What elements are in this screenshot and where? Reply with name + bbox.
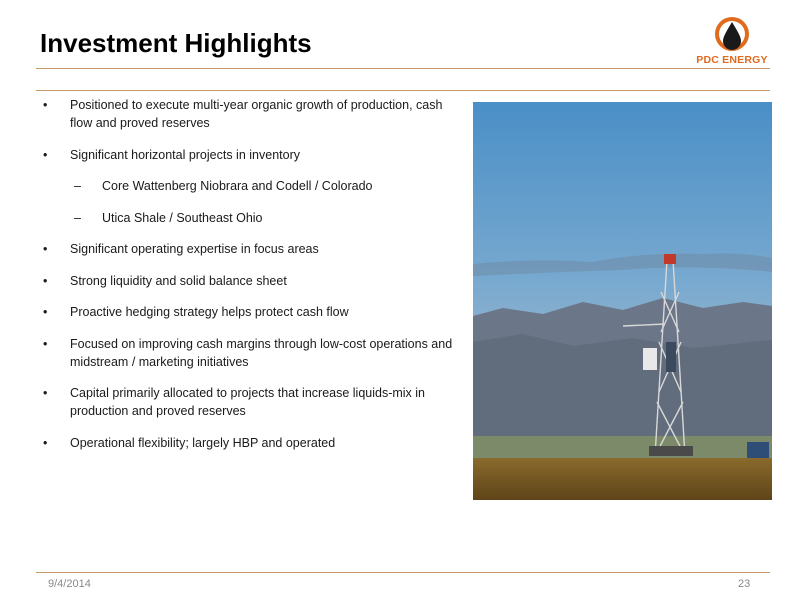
bullet-item xyxy=(40,146,458,164)
bullet-item xyxy=(40,240,458,258)
bullet-marker: • xyxy=(43,435,48,450)
bullet-item xyxy=(40,335,458,371)
logo-wordmark: PDC ENERGY xyxy=(696,54,768,66)
bullet-text: Significant horizontal projects in inventory xyxy=(70,147,300,162)
bullet-marker: • xyxy=(43,305,48,319)
bullet-text: Focused on improving cash margins through low-cost operations and midstream / marketing initiatives xyxy=(70,336,453,369)
page-number: 23 xyxy=(738,578,751,590)
bullet-item xyxy=(40,384,458,420)
header-rule-secondary xyxy=(36,90,770,91)
bullet-text: Strong liquidity and solid balance sheet xyxy=(70,273,287,288)
bullet-marker: • xyxy=(43,273,48,288)
bullet-item xyxy=(40,96,458,132)
bullet-marker: • xyxy=(43,386,48,400)
bullet-text: Capital primarily allocated to projects that increase liquids-mix in production and proved reserves xyxy=(70,386,426,418)
bullet-item xyxy=(40,434,458,452)
bullet-marker: • xyxy=(43,336,48,351)
footer-rule xyxy=(36,572,770,573)
footer-date: 9/4/2014 xyxy=(48,578,91,590)
bullet-marker: • xyxy=(43,98,48,112)
sub-bullet-item xyxy=(40,209,458,227)
bullet-text: Proactive hedging strategy helps protect cash flow xyxy=(70,305,349,319)
sub-bullet-item xyxy=(40,177,458,195)
bullet-item xyxy=(40,272,458,290)
bullet-marker: • xyxy=(43,147,48,162)
bullet-text: Positioned to execute multi-year organic growth of production, cash flow and proved reserves xyxy=(70,98,443,130)
bullet-text: Significant operating expertise in focus areas xyxy=(70,242,319,256)
oil-drop-logo-icon xyxy=(690,14,774,54)
slide-title: Investment Highlights xyxy=(40,28,312,58)
dash-marker: – xyxy=(74,179,81,193)
bullet-text: Utica Shale / Southeast Ohio xyxy=(102,210,263,225)
drilling-rig-photo xyxy=(473,102,772,500)
bullet-text: Core Wattenberg Niobrara and Codell / Colorado xyxy=(102,179,373,193)
bullet-text: Operational flexibility; largely HBP and operated xyxy=(70,435,336,450)
bullet-marker: • xyxy=(43,242,48,256)
dash-marker: – xyxy=(74,210,81,225)
company-logo xyxy=(690,14,774,70)
bullet-item xyxy=(40,303,458,321)
bullet-list xyxy=(40,96,458,465)
header-rule xyxy=(36,68,770,69)
